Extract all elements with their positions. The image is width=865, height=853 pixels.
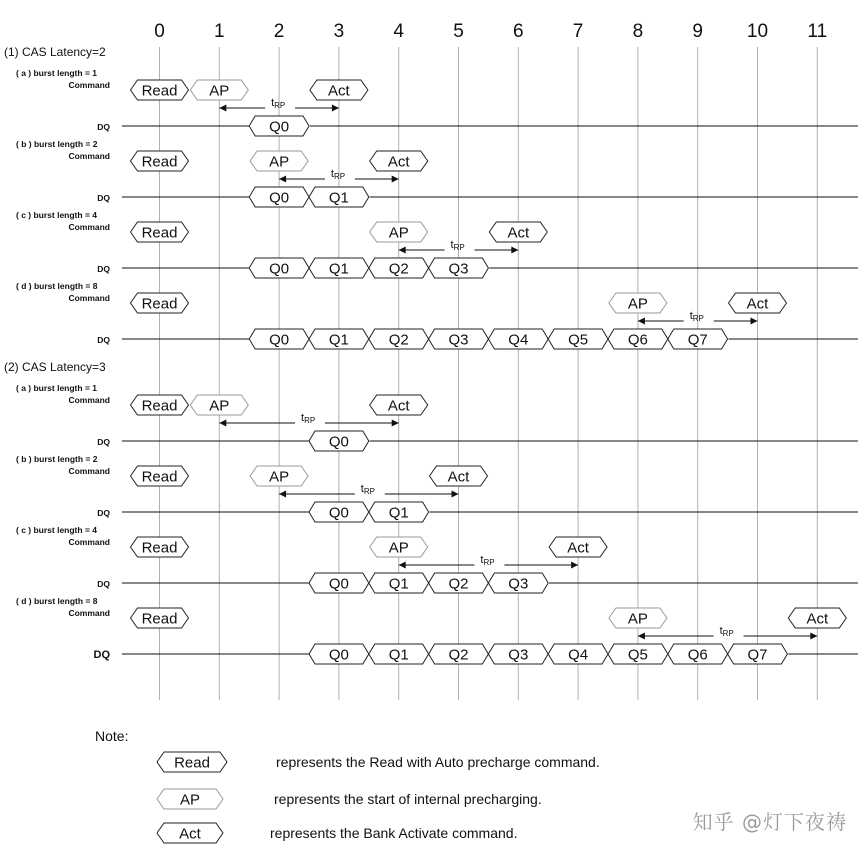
- tick-label-4: 4: [393, 21, 404, 42]
- act-command-s1-c1-label: Act: [328, 82, 350, 100]
- trp-label-s2-c2: tRP: [360, 483, 375, 496]
- case-title-s1-c1: ( a ) burst length = 1: [16, 68, 97, 78]
- legend-read-text: represents the Read with Auto precharge command.: [276, 754, 600, 770]
- trp-arrowhead-left-s2-c3: [399, 562, 406, 569]
- case-title-s1-c2: ( b ) burst length = 2: [16, 139, 98, 149]
- read-command-s2-c2-label: Read: [141, 468, 178, 486]
- trp-subscript-s1-c3: RP: [453, 243, 465, 252]
- act-command-s2-c4-label: Act: [806, 610, 829, 628]
- ap-command-s1-c2-label: AP: [269, 153, 290, 171]
- dq-label-s1-c4-Q2: Q2: [388, 331, 409, 349]
- ap-command-s1-c1-label: AP: [209, 82, 230, 100]
- ap-command-s2-c4-label: AP: [627, 610, 648, 628]
- dq-label-s2-c1: DQ: [97, 437, 110, 447]
- legend-ap-text: represents the start of internal precharging.: [274, 791, 542, 807]
- dq-label-s1-c4-Q0: Q0: [269, 331, 290, 349]
- tick-label-9: 9: [692, 21, 703, 42]
- tick-label-0: 0: [154, 21, 165, 42]
- act-command-s2-c3-label: Act: [567, 539, 589, 557]
- tick-label-7: 7: [572, 21, 584, 42]
- trp-subscript-s2-c1: RP: [304, 416, 316, 425]
- case-title-s2-c2: ( b ) burst length = 2: [16, 454, 98, 464]
- tick-label-2: 2: [273, 21, 285, 42]
- tick-label-1: 1: [214, 21, 225, 42]
- dq-label-s2-c2-Q1: Q1: [388, 504, 409, 522]
- read-command-s2-c1-label: Read: [141, 397, 178, 415]
- dq-label-s1-c3-Q0: Q0: [269, 260, 290, 278]
- dq-label-s1-c2-Q1: Q1: [328, 189, 349, 207]
- dq-label-s1-c4-Q7: Q7: [687, 331, 708, 349]
- dq-label-s2-c2: DQ: [97, 508, 110, 518]
- command-label-s2-c3: Command: [68, 537, 110, 547]
- dq-label-s1-c3-Q2: Q2: [388, 260, 409, 278]
- dq-label-s2-c3: DQ: [97, 579, 110, 589]
- case-title-s2-c4: ( d ) burst length = 8: [16, 596, 98, 606]
- ap-command-s1-c4-label: AP: [627, 295, 648, 313]
- trp-label-s1-c3: tRP: [450, 239, 465, 252]
- dq-label-s1-c3-Q3: Q3: [448, 260, 469, 278]
- trp-label-s1-c1: tRP: [271, 97, 286, 110]
- read-command-s2-c4-label: Read: [141, 610, 178, 628]
- dq-label-s2-c4-Q7: Q7: [747, 646, 768, 664]
- ap-command-s2-c1-label: AP: [209, 397, 230, 415]
- note-title: Note:: [95, 728, 129, 744]
- dq-label-s1-c3: DQ: [97, 264, 110, 274]
- tick-label-11: 11: [807, 21, 828, 42]
- dq-label-s2-c3-Q1: Q1: [388, 575, 409, 593]
- dq-label-s2-c4-Q4: Q4: [568, 646, 589, 664]
- command-label-s1-c2: Command: [68, 151, 110, 161]
- read-command-s1-c1-label: Read: [141, 82, 178, 100]
- command-label-s2-c1: Command: [68, 395, 110, 405]
- dq-label-s2-c4-Q6: Q6: [687, 646, 708, 664]
- command-label-s1-c3: Command: [68, 222, 110, 232]
- dq-label-s2-c4-Q0: Q0: [328, 646, 349, 664]
- tick-label-10: 10: [746, 21, 769, 42]
- trp-subscript-s1-c2: RP: [333, 172, 346, 181]
- legend-act-text: represents the Bank Activate command.: [270, 825, 518, 841]
- trp-arrowhead-right-s1-c1: [332, 105, 339, 112]
- read-command-s2-c3-label: Read: [141, 539, 178, 557]
- dq-label-s2-c1-Q0: Q0: [328, 433, 349, 451]
- command-label-s2-c4: Command: [68, 608, 110, 618]
- section-title-1: (1) CAS Latency=2: [4, 45, 106, 59]
- ap-command-s2-c3-label: AP: [388, 539, 409, 557]
- dq-label-s2-c3-Q2: Q2: [448, 575, 469, 593]
- trp-arrowhead-left-s2-c2: [279, 491, 286, 498]
- dq-label-s1-c4-Q4: Q4: [508, 331, 529, 349]
- act-command-s2-c2-label: Act: [447, 468, 470, 486]
- dq-label-s1-c4-Q6: Q6: [627, 331, 648, 349]
- dq-label-s1-c4-Q1: Q1: [328, 331, 349, 349]
- trp-label-s2-c1: tRP: [301, 412, 316, 425]
- legend-read-symbol-label: Read: [174, 754, 210, 772]
- read-command-s1-c4-label: Read: [141, 295, 178, 313]
- trp-subscript-s2-c4: RP: [722, 629, 734, 638]
- act-command-s1-c2-label: Act: [387, 153, 410, 171]
- ap-command-s1-c3-label: AP: [388, 224, 409, 242]
- act-command-s1-c3-label: Act: [507, 224, 530, 242]
- dq-label-s2-c4-Q3: Q3: [508, 646, 529, 664]
- command-label-s1-c1: Command: [68, 80, 110, 90]
- legend-act-symbol-label: Act: [179, 825, 201, 843]
- trp-label-s2-c4: tRP: [719, 625, 734, 638]
- case-title-s2-c3: ( c ) burst length = 4: [16, 525, 97, 535]
- trp-subscript-s2-c3: RP: [483, 558, 495, 567]
- dq-label-s1-c3-Q1: Q1: [328, 260, 349, 278]
- trp-label-s1-c2: tRP: [330, 168, 346, 181]
- dq-label-s2-c4-Q2: Q2: [448, 646, 469, 664]
- dq-label-s2-c4: DQ: [93, 649, 110, 661]
- trp-arrowhead-right-s2-c4: [810, 633, 817, 640]
- case-title-s2-c1: ( a ) burst length = 1: [16, 383, 97, 393]
- dq-label-s2-c3-Q0: Q0: [328, 575, 349, 593]
- dq-label-s1-c2: DQ: [97, 193, 110, 203]
- command-label-s1-c4: Command: [68, 293, 110, 303]
- tick-label-3: 3: [333, 21, 345, 42]
- ap-command-s2-c2-label: AP: [269, 468, 290, 486]
- trp-arrowhead-left-s1-c2: [279, 176, 286, 183]
- trp-arrowhead-right-s2-c1: [392, 420, 399, 427]
- trp-arrowhead-right-s2-c3: [571, 562, 578, 569]
- trp-arrowhead-right-s1-c4: [751, 318, 758, 325]
- trp-arrowhead-left-s1-c1: [219, 105, 226, 112]
- trp-arrowhead-left-s2-c1: [219, 420, 226, 427]
- dq-label-s1-c2-Q0: Q0: [269, 189, 290, 207]
- trp-arrowhead-right-s1-c3: [511, 247, 518, 254]
- read-command-s1-c2-label: Read: [141, 153, 178, 171]
- trp-arrowhead-left-s2-c4: [638, 633, 645, 640]
- act-command-s1-c4-label: Act: [746, 295, 769, 313]
- trp-subscript-s2-c2: RP: [363, 487, 375, 496]
- dq-label-s1-c1: DQ: [97, 122, 110, 132]
- trp-subscript-s1-c1: RP: [274, 101, 286, 110]
- trp-arrowhead-right-s2-c2: [452, 491, 459, 498]
- dq-label-s2-c2-Q0: Q0: [328, 504, 349, 522]
- trp-subscript-s1-c4: RP: [692, 314, 704, 323]
- legend-ap-symbol-label: AP: [179, 791, 201, 809]
- case-title-s1-c3: ( c ) burst length = 4: [16, 210, 97, 220]
- dq-label-s2-c4-Q5: Q5: [627, 646, 648, 664]
- trp-label-s2-c3: tRP: [480, 554, 495, 567]
- dq-label-s1-c4-Q3: Q3: [448, 331, 469, 349]
- tick-label-8: 8: [632, 21, 644, 42]
- dq-label-s2-c3-Q3: Q3: [508, 575, 529, 593]
- tick-label-6: 6: [513, 21, 524, 42]
- trp-label-s1-c4: tRP: [689, 310, 704, 323]
- watermark: 知乎 @灯下夜祷: [692, 810, 847, 834]
- read-command-s1-c3-label: Read: [141, 224, 178, 242]
- dq-label-s2-c4-Q1: Q1: [388, 646, 409, 664]
- section-title-2: (2) CAS Latency=3: [4, 360, 106, 374]
- trp-arrowhead-right-s1-c2: [392, 176, 399, 183]
- trp-arrowhead-left-s1-c3: [399, 247, 406, 254]
- command-label-s2-c2: Command: [68, 466, 110, 476]
- tick-label-5: 5: [453, 21, 464, 42]
- dq-label-s1-c4-Q5: Q5: [568, 331, 589, 349]
- trp-arrowhead-left-s1-c4: [638, 318, 645, 325]
- act-command-s2-c1-label: Act: [387, 397, 410, 415]
- case-title-s1-c4: ( d ) burst length = 8: [16, 281, 98, 291]
- dq-label-s1-c4: DQ: [97, 335, 110, 345]
- dq-label-s1-c1-Q0: Q0: [269, 118, 290, 136]
